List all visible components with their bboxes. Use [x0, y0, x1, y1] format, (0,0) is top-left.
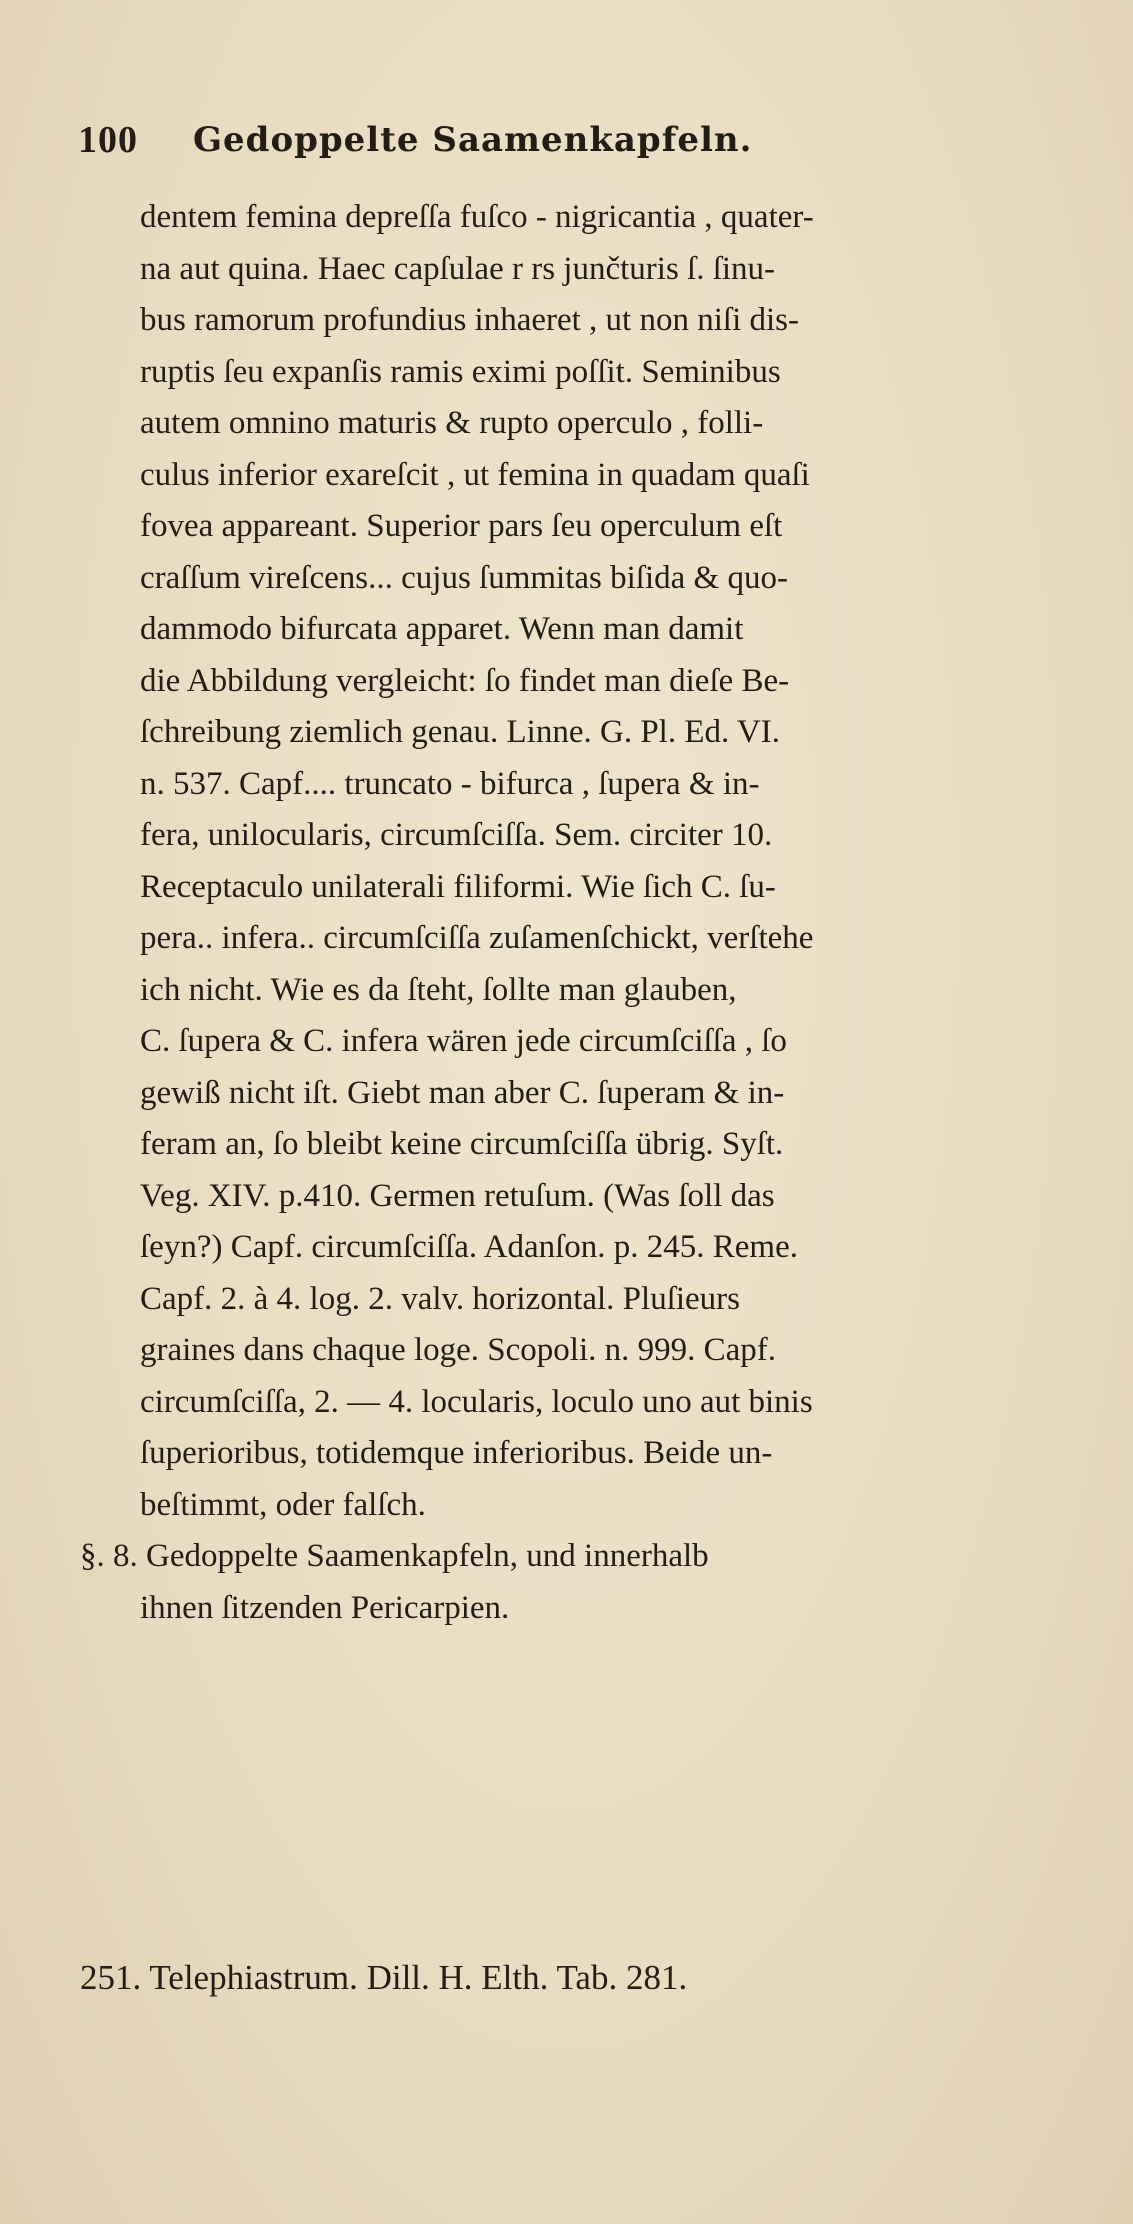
body-text [80, 192, 1100, 1634]
text-line: bus ramorum profundius inhaeret , ut non niſi dis- [140, 302, 799, 338]
text-line: n. 537. Capf.... truncato - bifurca , ſupera & in- [140, 765, 760, 802]
text-line: ſuperioribus, totidemque inferioribus. Beide un- [140, 1435, 773, 1471]
text-line: craſſum vireſcens... cujus ſummitas biſida & quo- [140, 559, 788, 596]
text-line: C. ſupera & C. infera wären jede circumſciſſa , ſo [140, 1023, 787, 1059]
section-heading-line: ihnen ſitzenden Pericarpien. [140, 1589, 510, 1626]
text-line: autem omnino maturis & rupto operculo , folli- [140, 405, 764, 441]
page-header [78, 118, 1078, 178]
text-line: feram an, ſo bleibt keine circumſciſſa übrig. Syſt. [140, 1126, 784, 1162]
page-number: 100 [78, 119, 138, 161]
text-line: pera.. infera.. circumſciſſa zuſamenſchickt, verſtehe [140, 920, 814, 956]
text-line: ruptis ſeu expanſis ramis eximi poſſit. Seminibus [140, 353, 781, 390]
text-line: dentem femina depreſſa fuſco - nigricantia , quater- [140, 199, 814, 235]
text-line: graines dans chaque loge. Scopoli. n. 999. Capf. [140, 1332, 777, 1368]
text-line: ſchreibung ziemlich genau. Linne. G. Pl. Ed. VI. [140, 714, 780, 750]
text-line: ſeyn?) Capf. circumſciſſa. Adanſon. p. 245. Reme. [140, 1229, 798, 1265]
section-heading-line: §. 8. Gedoppelte Saamenkapfeln, und innerhalb [80, 1538, 709, 1574]
text-line: fovea appareant. Superior pars ſeu operculum eſt [140, 508, 783, 544]
text-line: Capf. 2. à 4. log. 2. valv. horizontal. Pluſieurs [140, 1280, 741, 1317]
running-head: Gedoppelte Saamenkapfeln. [193, 120, 753, 160]
text-line: Veg. XIV. p.410. Germen retuſum. (Was ſoll das [140, 1177, 775, 1214]
text-line: Receptaculo unilaterali filiformi. Wie ſich C. ſu- [140, 868, 776, 905]
text-line: beſtimmt, oder falſch. [140, 1486, 426, 1523]
text-line: dammodo bifurcata apparet. Wenn man damit [140, 611, 744, 647]
text-line: die Abbildung vergleicht: ſo findet man dieſe Be- [140, 662, 790, 699]
text-line: gewiß nicht iſt. Giebt man aber C. ſuperam & in- [140, 1074, 785, 1111]
text-line: ich nicht. Wie es da ſteht, ſollte man glauben, [140, 971, 737, 1008]
text-line: fera, unilocularis, circumſciſſa. Sem. circiter 10. [140, 817, 773, 853]
entry-heading: 251. Telephiastrum. Dill. H. Elth. Tab. 281. [80, 1958, 688, 1997]
text-line: circumſciſſa, 2. — 4. locularis, loculo uno aut binis [140, 1383, 813, 1420]
text-line: na aut quina. Haec capſulae r rs junčturis ſ. ſinu- [140, 250, 776, 287]
text-line: culus inferior exareſcit , ut femina in quadam quaſi [140, 456, 810, 493]
